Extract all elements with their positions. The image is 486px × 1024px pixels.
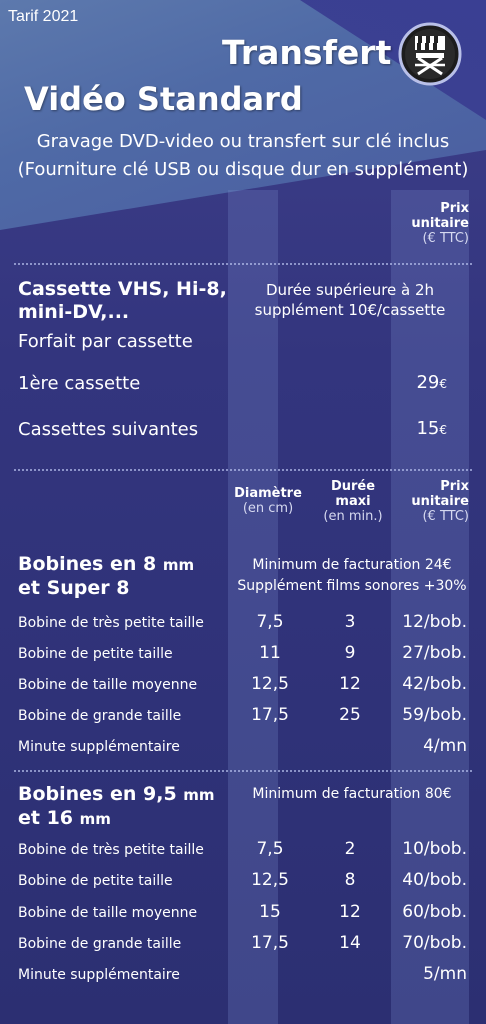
duration-max-label: maxi [335, 494, 371, 509]
diameter-value: 17,5 [251, 933, 289, 953]
row-label: Bobine de grande taille [18, 936, 182, 952]
duration-value: 8 [344, 870, 356, 890]
cassette-note [230, 280, 470, 320]
diameter-value: 12,5 [251, 674, 289, 694]
price-value: 70/bob. [402, 933, 467, 953]
cassette-note-line2: supplément 10€/cassette [254, 301, 446, 319]
bobines95-title-main: Bobines en 9,5 [18, 783, 177, 805]
price-value: 12/bob. [402, 612, 467, 632]
diameter-unit-label: (en cm) [242, 501, 294, 516]
table-row [0, 736, 486, 760]
bobines95-note [224, 786, 480, 802]
row-label: Bobine de grande taille [18, 708, 182, 724]
page-title-line2: Vidéo Standard [24, 80, 303, 118]
price-value: 60/bob. [402, 902, 467, 922]
bobines95-title-unit2: mm [79, 810, 111, 828]
price-value: 27/bob. [402, 643, 467, 663]
bobines8-section-title [18, 553, 194, 600]
row-label: Minute supplémentaire [18, 967, 180, 983]
diameter-value: 7,5 [256, 839, 284, 859]
tarif-year: Tarif 2021 [8, 8, 79, 25]
duration-value: 14 [339, 933, 361, 953]
cassette-note-line1: Durée supérieure à 2h [265, 281, 435, 299]
table-row [0, 643, 486, 667]
bobines95-section-title [18, 783, 215, 831]
table-row [0, 964, 486, 988]
bobines95-title-unit: mm [183, 786, 215, 804]
subtitle-line1: Gravage DVD-video ou transfert sur clé inclus [36, 131, 450, 152]
duration-header-label: Durée [330, 479, 376, 494]
price-value: 10/bob. [402, 839, 467, 859]
cassette-row-label: Cassettes suivantes [18, 419, 199, 440]
duration-value: 2 [344, 839, 356, 859]
cassette-section-title [18, 278, 227, 324]
duration-value: 9 [344, 643, 356, 663]
unit-header-label: unitaire [411, 494, 469, 509]
price-value: 5/mn [423, 964, 467, 984]
bobines8-title-main: Bobines en 8 [18, 553, 157, 575]
diameter-value: 12,5 [251, 870, 289, 890]
price-column-header [391, 479, 469, 524]
currency-symbol: € [439, 377, 447, 391]
cassette-title-line2: mini-DV,... [18, 301, 130, 323]
price-header-label: Prix [440, 479, 469, 494]
table-row [0, 674, 486, 698]
duration-value: 12 [339, 902, 361, 922]
diameter-value: 17,5 [251, 705, 289, 725]
diameter-header-label: Diamètre [234, 486, 302, 501]
table-row [0, 612, 486, 636]
price-column-header [391, 201, 469, 246]
row-label: Minute supplémentaire [18, 739, 180, 755]
divider [14, 770, 472, 772]
table-row [0, 933, 486, 957]
diameter-column-header [228, 486, 308, 516]
duration-value: 3 [344, 612, 356, 632]
row-label: Bobine de petite taille [18, 873, 173, 889]
diameter-value: 11 [259, 643, 281, 663]
table-row [0, 839, 486, 863]
table-row [0, 870, 486, 894]
table-row [0, 902, 486, 926]
unit-header-label: unitaire [411, 216, 469, 231]
ttc-header-label: (€ TTC) [422, 231, 469, 246]
bobines8-note [224, 555, 480, 597]
price-value: 59/bob. [402, 705, 467, 725]
table-row [0, 705, 486, 729]
row-label: Bobine de très petite taille [18, 615, 204, 631]
diameter-value: 15 [259, 902, 281, 922]
price-value: 15 [416, 418, 440, 439]
subtitle-line2: (Fourniture clé USB ou disque dur en supplément) [17, 159, 469, 180]
cassette-forfait-label: Forfait par cassette [18, 331, 193, 352]
diameter-value: 7,5 [256, 612, 284, 632]
row-label: Bobine de petite taille [18, 646, 173, 662]
cassette-title-line1: Cassette VHS, Hi-8, [18, 278, 227, 300]
divider [14, 469, 472, 471]
duration-unit-label: (en min.) [323, 509, 383, 524]
director-chair-clapperboard-icon [398, 22, 462, 86]
price-value: 29 [416, 372, 440, 393]
divider [14, 263, 472, 265]
bobines8-title-line2: et Super 8 [18, 577, 130, 599]
row-label: Bobine de taille moyenne [18, 677, 198, 693]
row-label: Bobine de taille moyenne [18, 905, 198, 921]
bobines8-title-unit: mm [162, 556, 195, 574]
bobines95-note-line1: Minimum de facturation 80€ [252, 786, 452, 802]
price-value: 4/mn [423, 736, 467, 756]
duration-column-header [318, 479, 388, 524]
page-title-line1: Transfert [222, 33, 392, 72]
price-value: 42/bob. [402, 674, 467, 694]
bobines8-note-line1: Minimum de facturation 24€ [252, 557, 452, 573]
cassette-row-price [391, 418, 447, 439]
price-value: 40/bob. [402, 870, 467, 890]
cassette-row-price [391, 372, 447, 393]
duration-value: 25 [339, 705, 361, 725]
duration-value: 12 [339, 674, 361, 694]
cassette-row-label: 1ère cassette [18, 373, 141, 394]
row-label: Bobine de très petite taille [18, 842, 204, 858]
price-header-label: Prix [440, 201, 469, 216]
bobines95-title-main2: et 16 [18, 807, 74, 829]
bobines8-note-line2: Supplément films sonores +30% [237, 578, 467, 594]
ttc-header-label: (€ TTC) [422, 509, 469, 524]
currency-symbol: € [439, 423, 447, 437]
